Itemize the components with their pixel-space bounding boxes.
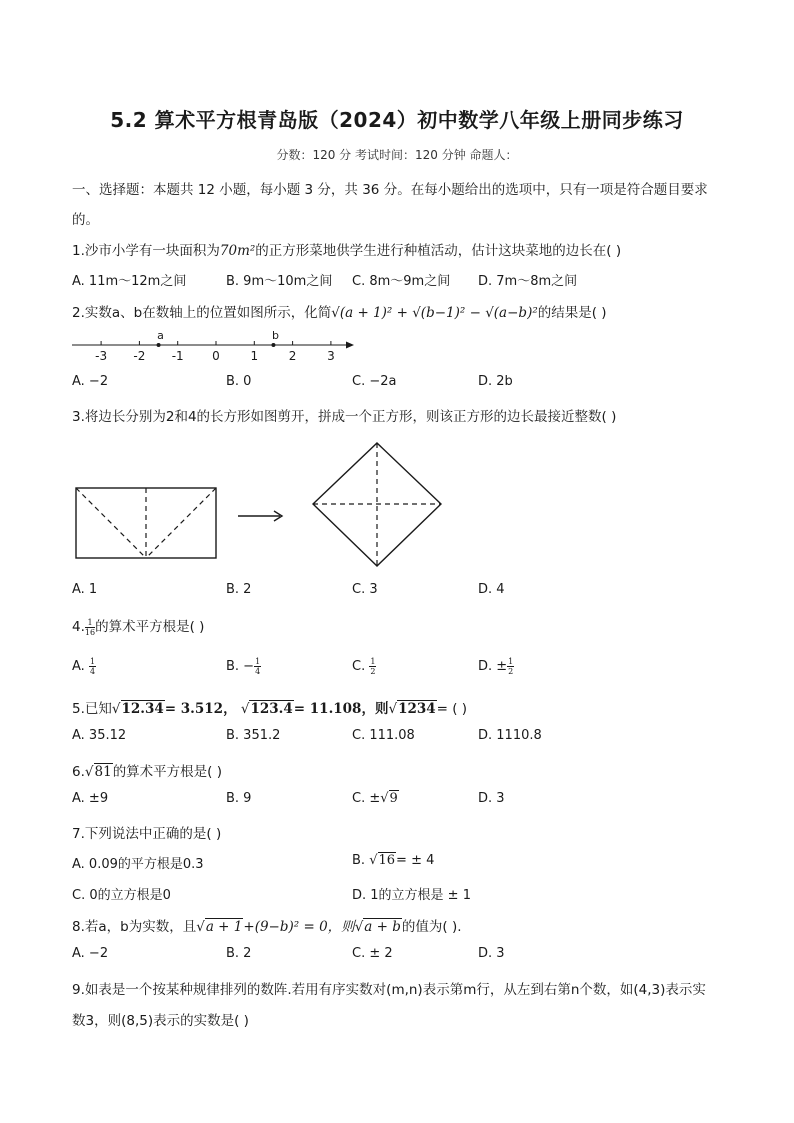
q1-option-a[interactable]: A. 11m～12m之间: [72, 274, 187, 289]
q8-option-a[interactable]: A. −2: [72, 946, 109, 961]
point-label-b: b: [271, 329, 279, 342]
q2-option-d[interactable]: D. 2b: [478, 374, 513, 389]
question-2: [72, 301, 607, 321]
tick-label: 3: [327, 349, 335, 363]
q1-option-d[interactable]: D. 7m～8m之间: [478, 274, 578, 289]
q3-option-c[interactable]: C. 3: [352, 582, 378, 597]
question-3: 3.将边长分别为2和4的长方形如图剪开，拼成一个正方形，则该正方形的边长最接近整数( ): [72, 409, 617, 425]
point-b: [271, 343, 275, 347]
q1-text-pre: 1.沙市小学有一块面积为: [72, 243, 220, 259]
q2-expression: √(a + 1)² + √(b−1)² − √(a−b)²: [331, 305, 538, 321]
q4-fraction: $\frac{1}{16}$: [84, 617, 96, 637]
point-a: [157, 343, 161, 347]
q1-area: 70m²: [219, 243, 256, 259]
q5-option-c[interactable]: C. 111.08: [352, 728, 415, 743]
section-heading: 一、选择题：本题共 12 小题，每小题 3 分，共 36 分。在每小题给出的选项中，只有一项是符合题目要求: [72, 182, 708, 198]
q1-option-b[interactable]: B. 9m～10m之间: [226, 274, 333, 289]
q7-option-a[interactable]: A. 0.09的平方根是0.3: [72, 857, 204, 872]
q4-option-c[interactable]: C. $\frac{1}{2}$: [352, 657, 376, 676]
tick-label: 0: [212, 349, 220, 363]
q6-option-d[interactable]: D. 3: [478, 791, 505, 806]
tick-label: -1: [171, 349, 184, 363]
q6-option-b[interactable]: B. 9: [226, 791, 252, 806]
q8-option-c[interactable]: C. ± 2: [352, 946, 393, 961]
q1-text-post: 的正方形菜地供学生进行种植活动，估计这块菜地的边长在( ): [255, 243, 622, 259]
question-1: [72, 239, 621, 259]
q6-option-a[interactable]: A. ±9: [72, 791, 109, 806]
point-label-a: a: [157, 329, 164, 342]
q5-option-a[interactable]: A. 35.12: [72, 728, 127, 743]
question-4: 4. $\frac{1}{16}$ 的算术平方根是( ): [72, 617, 205, 637]
q6-option-c[interactable]: C. ±√9: [352, 791, 398, 806]
q3-option-a[interactable]: A. 1: [72, 582, 98, 597]
q8-option-d[interactable]: D. 3: [478, 946, 505, 961]
question-5: 5.已知√12.34= 3.512， √123.4= 11.108，则√1234= ( ): [72, 701, 468, 717]
q5-option-d[interactable]: D. 1110.8: [478, 728, 542, 743]
q4-text: 的算术平方根是( ): [95, 619, 205, 635]
tick-label: -3: [95, 349, 108, 363]
q3-option-b[interactable]: B. 2: [226, 582, 252, 597]
q7-option-b[interactable]: B. √16= ± 4: [352, 853, 435, 868]
q4-option-d[interactable]: D. ± $\frac{1}{2}$: [478, 657, 514, 676]
question-6: 6.√81的算术平方根是( ): [72, 764, 223, 780]
square-diagram: [310, 440, 444, 574]
q2-text-pre: 2.实数a、b在数轴上的位置如图所示，化简: [72, 305, 332, 321]
q2-text-post: 的结果是( ): [537, 305, 607, 321]
question-9-cont: 数3，则(8,5)表示的实数是( ): [72, 1013, 249, 1029]
arrow-icon: [236, 508, 286, 524]
page-title: 5.2 算术平方根青岛版（2024）初中数学八年级上册同步练习: [110, 108, 684, 132]
question-9: 9.如表是一个按某种规律排列的数阵.若用有序实数对(m,n)表示第m行，从左到右第n个数，如(4,3)表示实: [72, 982, 706, 998]
q4-option-b[interactable]: B. − $\frac{1}{4}$: [226, 657, 261, 676]
q4-option-a[interactable]: A. $\frac{1}{4}$: [72, 657, 96, 676]
q7-option-c[interactable]: C. 0的立方根是0: [72, 888, 171, 903]
number-line: [68, 324, 358, 364]
q8-option-b[interactable]: B. 2: [226, 946, 252, 961]
exam-info: 分数：120 分 考试时间：120 分钟 命题人：: [276, 148, 518, 162]
question-8: 8.若a，b为实数，且√a + 1+(9−b)² = 0，则√a + b的值为( ).: [72, 919, 462, 935]
tick-label: -2: [133, 349, 146, 363]
rectangle-cut-diagram: [70, 482, 230, 562]
q3-option-d[interactable]: D. 4: [478, 582, 505, 597]
q1-option-c[interactable]: C. 8m～9m之间: [352, 274, 451, 289]
question-7: 7.下列说法中正确的是( ): [72, 826, 222, 842]
section-heading-cont: 的。: [72, 212, 99, 228]
q5-option-b[interactable]: B. 351.2: [226, 728, 281, 743]
q2-option-c[interactable]: C. −2a: [352, 374, 397, 389]
tick-label: 2: [288, 349, 297, 363]
q2-option-b[interactable]: B. 0: [226, 374, 252, 389]
tick-label: 1: [250, 349, 259, 363]
q7-option-d[interactable]: D. 1的立方根是 ± 1: [352, 888, 471, 903]
q2-option-a[interactable]: A. −2: [72, 374, 109, 389]
